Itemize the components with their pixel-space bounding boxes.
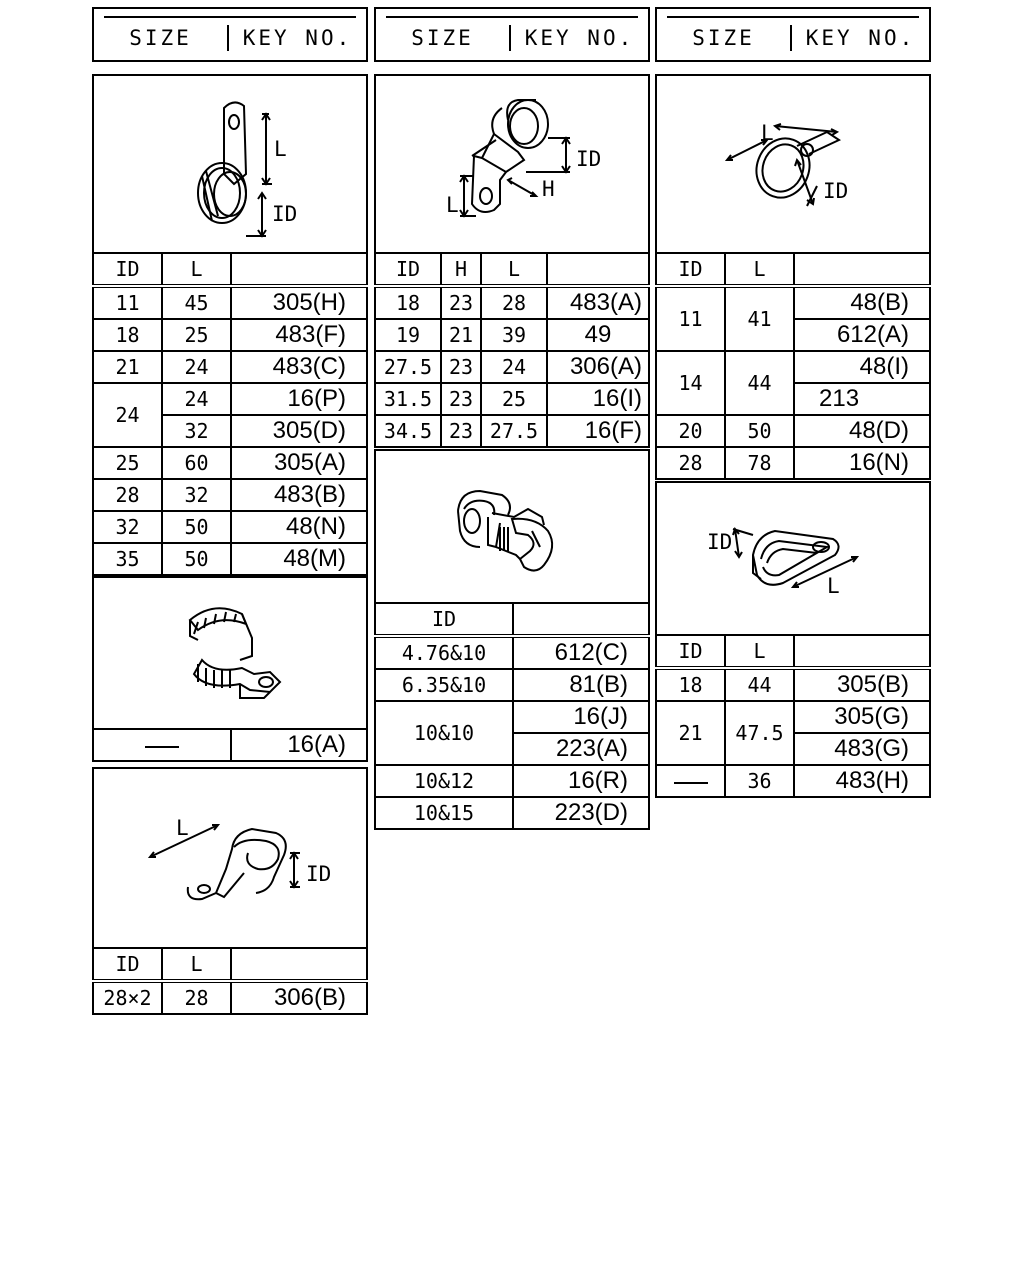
table-header-row — [656, 253, 930, 286]
col-key-header — [794, 635, 930, 668]
p-clip-drawing — [657, 483, 929, 634]
key-number: 16(R) — [513, 765, 649, 797]
table-cell: 28 — [162, 981, 231, 1014]
table-cell: 25 — [162, 319, 231, 351]
table-row — [93, 286, 367, 319]
table-row — [93, 351, 367, 383]
dim-l-label: L — [761, 121, 774, 145]
table-cell: 34.5 — [375, 415, 441, 447]
no-size-dash — [93, 729, 231, 761]
dim-id-label: ID — [707, 530, 733, 554]
table-cell: 44 — [725, 668, 794, 701]
key-number: 48(B) — [794, 286, 930, 319]
table-cell: 24 — [93, 383, 162, 447]
dim-id-label: ID — [823, 179, 849, 203]
key-number: 48(D) — [794, 415, 930, 447]
table-cell: 50 — [162, 511, 231, 543]
clamp-b-illustration-box — [92, 576, 368, 730]
header-size-label: SIZE — [94, 25, 229, 51]
table-cell: 32 — [93, 511, 162, 543]
table-cell: 32 — [162, 479, 231, 511]
table-cell: 28×2 — [93, 981, 162, 1014]
table-cell: 27.5 — [375, 351, 441, 383]
table-cell: 21 — [656, 701, 725, 765]
key-number: 612(A) — [794, 319, 930, 351]
table-row — [93, 479, 367, 511]
col-key-header — [231, 253, 367, 286]
table-row — [375, 797, 649, 829]
clamp-f-table — [655, 252, 931, 480]
key-number: 16(I) — [547, 383, 649, 415]
table-row — [93, 729, 367, 761]
table-row — [93, 543, 367, 575]
table-cell: 25 — [481, 383, 547, 415]
key-number: 305(G) — [794, 701, 930, 733]
offset-bracket-clamp-drawing — [376, 76, 648, 252]
key-number: 306(A) — [547, 351, 649, 383]
table-cell: 24 — [162, 351, 231, 383]
table-cell: 10&15 — [375, 797, 513, 829]
table-header-row — [656, 635, 930, 668]
clamp-g-table — [655, 634, 931, 798]
table-header-row — [375, 253, 649, 286]
clamp-c-table — [92, 947, 368, 1015]
dim-id-label: ID — [306, 862, 332, 886]
table-cell: 24 — [481, 351, 547, 383]
key-number: 483(F) — [231, 319, 367, 351]
clamp-e-illustration-box — [374, 449, 650, 604]
key-number: 305(B) — [794, 668, 930, 701]
snap-clip-drawing — [94, 578, 366, 728]
table-row — [375, 669, 649, 701]
key-number: 305(D) — [231, 415, 367, 447]
key-number: 223(D) — [513, 797, 649, 829]
key-number: 306(B) — [231, 981, 367, 1014]
col-key-header — [794, 253, 930, 286]
no-size-dash — [656, 765, 725, 797]
table-cell: 24 — [162, 383, 231, 415]
key-number: 223(A) — [513, 733, 649, 765]
table-cell: 19 — [375, 319, 441, 351]
table-cell: 10&10 — [375, 701, 513, 765]
header-size-label: SIZE — [376, 25, 511, 51]
header-key-no-label: KEY NO. — [805, 26, 916, 50]
table-row — [93, 511, 367, 543]
table-cell: 35 — [93, 543, 162, 575]
table-row — [375, 765, 649, 797]
key-number: 16(A) — [231, 729, 367, 761]
header-box-col1 — [92, 7, 368, 62]
table-cell: 28 — [656, 447, 725, 479]
table-row — [375, 701, 649, 733]
key-number: 48(I) — [794, 351, 930, 383]
table-row — [656, 351, 930, 383]
table-row — [656, 701, 930, 733]
loop-clamp-with-tab-drawing — [94, 76, 366, 252]
col-id-header: ID — [656, 635, 725, 668]
table-row — [375, 286, 649, 319]
key-number: 49 — [547, 319, 649, 351]
key-number: 305(A) — [231, 447, 367, 479]
table-cell: 23 — [441, 383, 481, 415]
table-cell: 21 — [93, 351, 162, 383]
key-number: 81(B) — [513, 669, 649, 701]
table-row — [656, 447, 930, 479]
key-number: 612(C) — [513, 636, 649, 669]
dim-id-label: ID — [576, 147, 602, 171]
table-cell: 14 — [656, 351, 725, 415]
table-cell: 11 — [93, 286, 162, 319]
table-cell: 36 — [725, 765, 794, 797]
table-row — [375, 415, 649, 447]
clamp-a-table — [92, 252, 368, 576]
dim-id-label: ID — [272, 202, 298, 226]
header-size-label: SIZE — [657, 25, 792, 51]
table-cell: 25 — [93, 447, 162, 479]
key-number: 16(N) — [794, 447, 930, 479]
col-l-header: L — [162, 253, 231, 286]
col-id-header: ID — [656, 253, 725, 286]
key-number: 213 — [794, 383, 930, 415]
table-row — [375, 383, 649, 415]
key-number: 48(M) — [231, 543, 367, 575]
table-row — [375, 636, 649, 669]
table-cell: 23 — [441, 286, 481, 319]
header-box-col3 — [655, 7, 931, 62]
key-number: 483(B) — [231, 479, 367, 511]
header-key-no-label: KEY NO. — [524, 26, 635, 50]
table-cell: 60 — [162, 447, 231, 479]
clamp-d-illustration-box — [374, 74, 650, 254]
table-row — [656, 668, 930, 701]
table-cell: 18 — [93, 319, 162, 351]
clamp-e-table — [374, 602, 650, 830]
table-row — [93, 319, 367, 351]
table-cell: 6.35&10 — [375, 669, 513, 701]
double-pipe-clip-drawing — [376, 451, 648, 602]
flat-loop-clamp-drawing — [94, 769, 366, 947]
clamp-c-illustration-box — [92, 767, 368, 949]
table-row — [93, 383, 367, 415]
clamp-d-table — [374, 252, 650, 448]
table-cell: 39 — [481, 319, 547, 351]
dim-h-label: H — [542, 177, 555, 201]
table-cell: 28 — [93, 479, 162, 511]
table-cell: 23 — [441, 415, 481, 447]
table-row — [93, 447, 367, 479]
table-row — [93, 981, 367, 1014]
table-cell: 41 — [725, 286, 794, 351]
table-cell: 21 — [441, 319, 481, 351]
table-cell: 44 — [725, 351, 794, 415]
dim-l-label: L — [827, 574, 840, 598]
dim-l-label: L — [446, 193, 459, 217]
table-header-row — [93, 253, 367, 286]
table-cell: 18 — [656, 668, 725, 701]
table-cell: 10&12 — [375, 765, 513, 797]
table-row — [656, 415, 930, 447]
clamp-a-illustration-box — [92, 74, 368, 254]
col-l-header: L — [481, 253, 547, 286]
key-number: 483(A) — [547, 286, 649, 319]
table-cell: 27.5 — [481, 415, 547, 447]
col-key-header — [513, 603, 649, 636]
table-row — [375, 319, 649, 351]
table-row — [656, 286, 930, 319]
dim-l-label: L — [176, 816, 189, 840]
col-l-header: L — [162, 948, 231, 981]
header-key-no-label: KEY NO. — [242, 26, 353, 50]
table-cell: 32 — [162, 415, 231, 447]
band-clamp-with-tail-drawing — [657, 76, 929, 252]
table-cell: 20 — [656, 415, 725, 447]
table-cell: 11 — [656, 286, 725, 351]
clamp-b-table — [92, 728, 368, 762]
col-l-header: L — [725, 253, 794, 286]
dim-l-label: L — [274, 137, 287, 161]
col-id-header: ID — [375, 603, 513, 636]
table-cell: 18 — [375, 286, 441, 319]
table-cell: 45 — [162, 286, 231, 319]
table-header-row — [93, 948, 367, 981]
key-number: 483(G) — [794, 733, 930, 765]
col-h-header: H — [441, 253, 481, 286]
key-number: 483(H) — [794, 765, 930, 797]
key-number: 483(C) — [231, 351, 367, 383]
key-number: 16(P) — [231, 383, 367, 415]
col-key-header — [547, 253, 649, 286]
table-cell: 23 — [441, 351, 481, 383]
table-cell: 31.5 — [375, 383, 441, 415]
table-cell: 47.5 — [725, 701, 794, 765]
col-id-header: ID — [93, 253, 162, 286]
clamp-f-illustration-box — [655, 74, 931, 254]
table-cell: 50 — [162, 543, 231, 575]
header-box-col2 — [374, 7, 650, 62]
col-l-header: L — [725, 635, 794, 668]
col-key-header — [231, 948, 367, 981]
table-row — [375, 351, 649, 383]
table-row — [656, 765, 930, 797]
table-cell: 28 — [481, 286, 547, 319]
key-number: 305(H) — [231, 286, 367, 319]
table-cell: 50 — [725, 415, 794, 447]
col-id-header: ID — [375, 253, 441, 286]
col-id-header: ID — [93, 948, 162, 981]
table-cell: 4.76&10 — [375, 636, 513, 669]
table-cell: 78 — [725, 447, 794, 479]
table-header-row — [375, 603, 649, 636]
key-number: 48(N) — [231, 511, 367, 543]
key-number: 16(J) — [513, 701, 649, 733]
clamp-g-illustration-box — [655, 481, 931, 636]
key-number: 16(F) — [547, 415, 649, 447]
